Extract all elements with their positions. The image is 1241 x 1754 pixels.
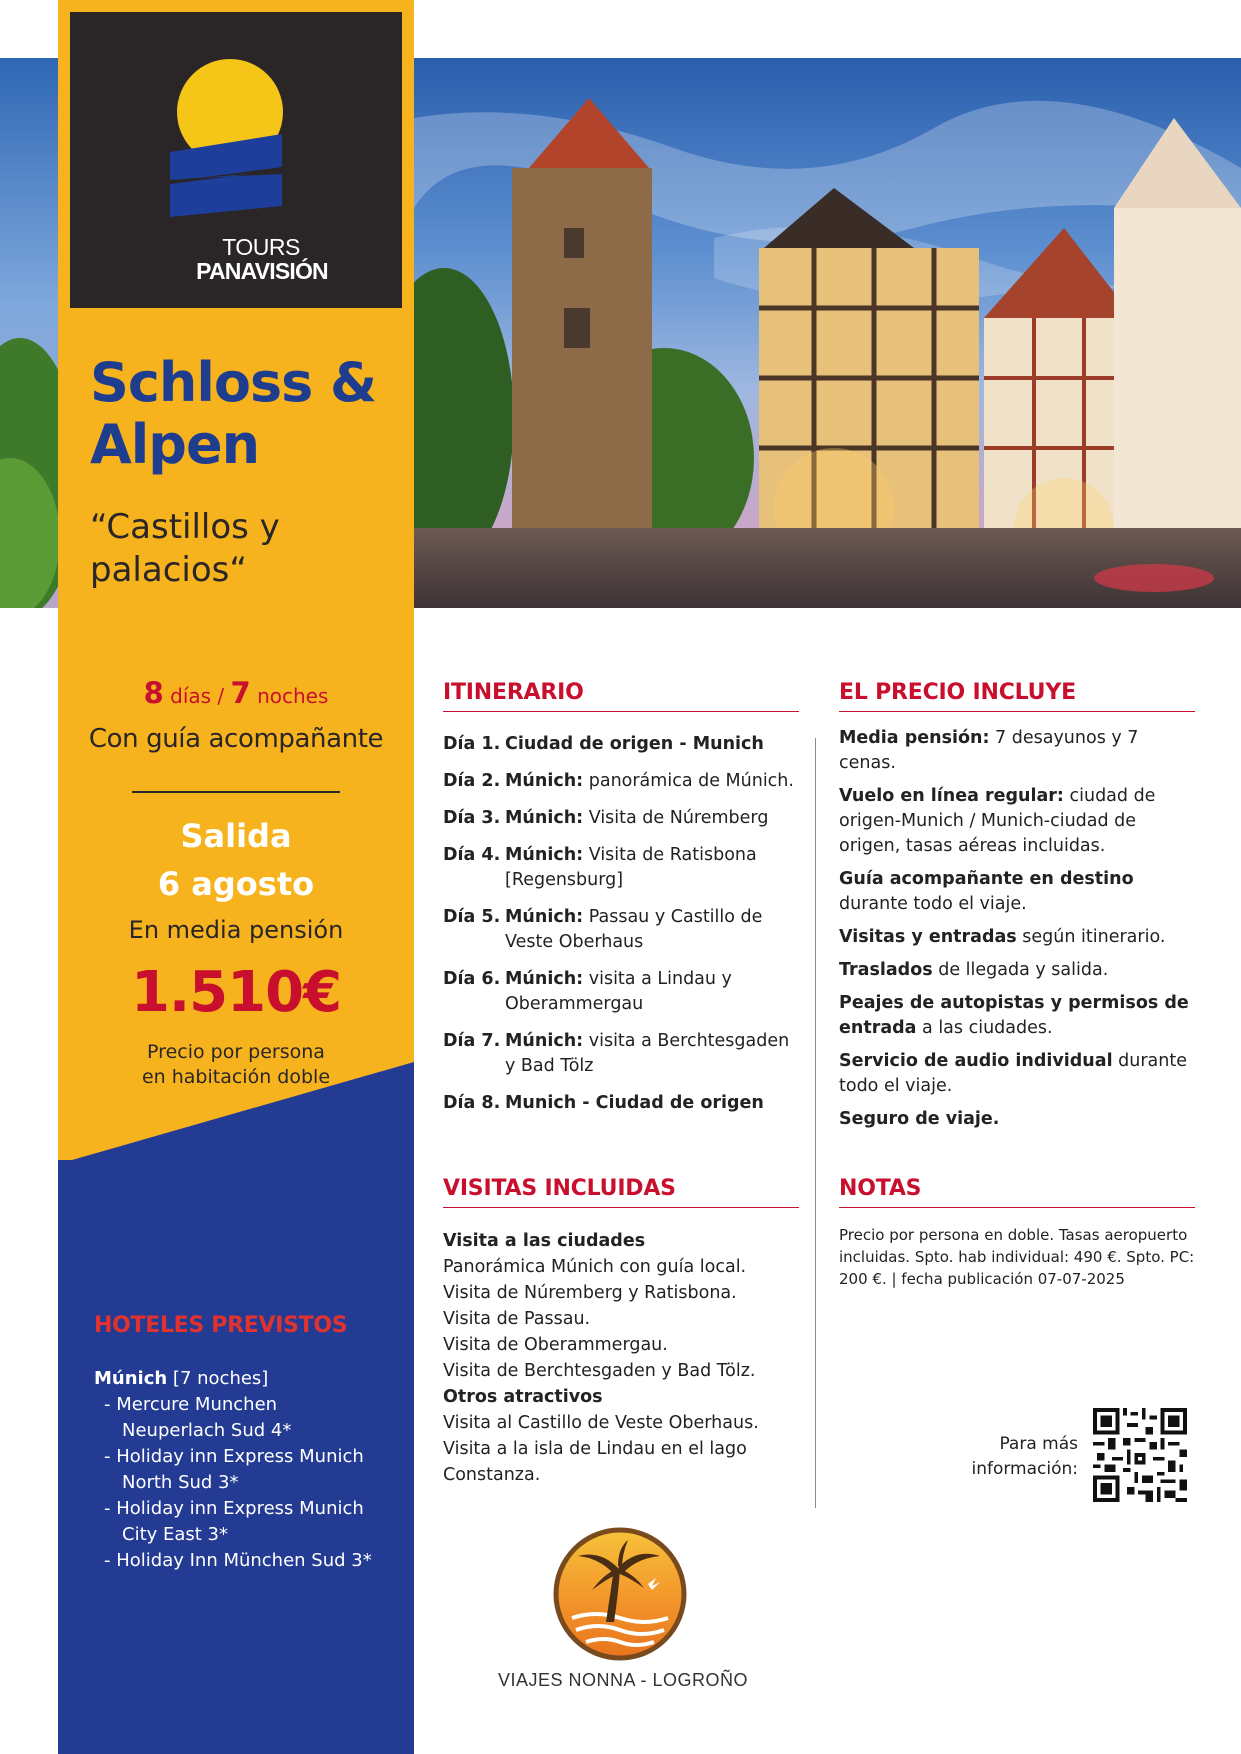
brand-line2: PANAVISIÓN xyxy=(196,258,328,284)
include-detail: a las ciudades. xyxy=(916,1018,1053,1038)
day-text xyxy=(505,843,803,893)
separator xyxy=(132,791,340,793)
day-text xyxy=(505,905,803,955)
left-column xyxy=(58,0,414,1754)
include-item xyxy=(839,991,1199,1041)
day-number: Día 6. xyxy=(443,969,501,989)
palm-tree-logo-icon xyxy=(552,1526,688,1662)
day-number: Día 5. xyxy=(443,907,501,927)
notes-heading: NOTAS xyxy=(839,1176,1195,1208)
departure-label: Salida xyxy=(180,817,292,855)
nights-number: 7 xyxy=(230,676,251,710)
board-type: En media pensión xyxy=(128,916,344,944)
include-detail: durante todo el viaje. xyxy=(839,894,1027,914)
day-detail: visita a Lindau y Oberammergau xyxy=(505,969,732,1014)
qr-label xyxy=(940,1432,1078,1482)
visit-item: Visita de Núremberg y Ratisbona. xyxy=(443,1283,737,1303)
visit-item: Visita a la isla de Lindau en el lago Constanza. xyxy=(443,1439,747,1485)
include-title: Seguro de viaje. xyxy=(839,1109,1000,1129)
include-item xyxy=(839,1107,1199,1132)
day-number: Día 1. xyxy=(443,734,501,754)
day-title: Munich - Ciudad de origen xyxy=(505,1093,764,1113)
include-item xyxy=(839,925,1199,950)
departure xyxy=(58,812,414,908)
hotel-item-cont: Neuperlach Sud 4* xyxy=(122,1420,292,1441)
itinerary-day xyxy=(443,1029,803,1079)
price-note-line2: en habitación doble xyxy=(141,1066,331,1088)
itinerary-day xyxy=(443,1091,803,1116)
visit-item: Visita de Passau. xyxy=(443,1309,591,1329)
day-number: Día 4. xyxy=(443,845,501,865)
day-text xyxy=(505,1091,764,1116)
hotels-city-nights: [7 noches] xyxy=(167,1368,269,1389)
itinerary-list xyxy=(443,732,803,1128)
day-text xyxy=(505,806,768,831)
include-title: Vuelo en línea regular: xyxy=(839,786,1064,806)
day-title: Múnich: xyxy=(505,845,584,865)
trip-subtitle xyxy=(90,506,410,592)
day-detail: Passau y Castillo de Veste Oberhaus xyxy=(505,907,763,952)
day-title: Múnich: xyxy=(505,907,584,927)
agency-name: VIAJES NONNA - LOGROÑO xyxy=(497,1670,749,1690)
notes-text: Precio por persona en doble. Tasas aeropuerto incluidas. Spto. hab individual: 490 €. Spto. PC: 200 €. | fecha publicación 07-07-2025 xyxy=(839,1226,1195,1288)
trip-subtitle-line2: palacios“ xyxy=(90,550,247,590)
price-note xyxy=(58,1040,414,1090)
include-item xyxy=(839,1049,1199,1099)
day-number: Día 8. xyxy=(443,1093,501,1113)
day-title: Múnich: xyxy=(505,1031,584,1051)
include-item xyxy=(839,726,1199,776)
day-title: Múnich: xyxy=(505,808,584,828)
departure-date: 6 agosto xyxy=(157,865,315,903)
day-detail: Visita de Núremberg xyxy=(583,808,769,828)
day-title: Múnich: xyxy=(505,771,584,791)
visits-heading: VISITAS INCLUIDAS xyxy=(443,1176,799,1208)
day-text xyxy=(505,732,764,757)
visit-item: Visita de Berchtesgaden y Bad Tölz. xyxy=(443,1361,756,1381)
include-detail: 7 desayunos y 7 cenas. xyxy=(839,728,1139,773)
hotel-item: - Holiday inn Express Munich xyxy=(104,1498,364,1519)
day-number: Día 7. xyxy=(443,1031,501,1051)
hero-photo-nuremberg xyxy=(414,58,1241,608)
qr-label-line1: Para más xyxy=(999,1434,1078,1454)
hotels-city-name: Múnich xyxy=(94,1368,168,1389)
itinerary-day xyxy=(443,806,803,831)
includes-list xyxy=(839,726,1199,1140)
day-text xyxy=(505,769,794,794)
visits-list xyxy=(443,1228,803,1488)
hotel-item: - Holiday inn Express Munich xyxy=(104,1446,364,1467)
itinerary-day xyxy=(443,769,803,794)
day-number: Día 3. xyxy=(443,808,501,828)
price: 1.510€ xyxy=(130,960,342,1025)
price-note-line1: Precio por persona xyxy=(147,1041,325,1063)
include-title: Peajes de autopistas y permisos de entrada xyxy=(839,993,1189,1038)
includes-heading: EL PRECIO INCLUYE xyxy=(839,680,1195,712)
nights-word: noches xyxy=(257,684,329,708)
day-detail: visita a Berchtesgaden y Bad Tölz xyxy=(505,1031,790,1076)
days-word: días / xyxy=(170,684,225,708)
include-title: Media pensión: xyxy=(839,728,990,748)
include-title: Traslados xyxy=(839,960,933,980)
visits-group-title: Otros atractivos xyxy=(443,1387,603,1407)
qr-code-icon[interactable] xyxy=(1093,1408,1187,1502)
brand-logo xyxy=(70,12,402,308)
day-detail: panorámica de Múnich. xyxy=(583,771,794,791)
hotel-item-cont: City East 3* xyxy=(122,1524,229,1545)
day-text xyxy=(505,1029,803,1079)
hotel-item: - Holiday Inn München Sud 3* xyxy=(104,1550,372,1571)
qr-label-line2: información: xyxy=(971,1459,1078,1479)
trip-duration xyxy=(58,676,414,710)
guide-text: Con guía acompañante xyxy=(88,724,384,754)
day-title: Ciudad de origen - Munich xyxy=(505,734,764,754)
itinerary-day xyxy=(443,967,803,1017)
include-item xyxy=(839,958,1199,983)
hotels-city xyxy=(94,1366,412,1392)
visit-item: Visita al Castillo de Veste Oberhaus. xyxy=(443,1413,759,1433)
days-number: 8 xyxy=(143,676,164,710)
include-detail: según itinerario. xyxy=(1016,927,1166,947)
include-title: Visitas y entradas xyxy=(839,927,1017,947)
itinerary-heading: ITINERARIO xyxy=(443,680,799,712)
day-detail: Visita de Ratisbona [Regensburg] xyxy=(505,845,757,890)
day-text xyxy=(505,967,803,1017)
include-detail: ciudad de origen-Munich / Munich-ciudad de origen, tasas aéreas incluidas. xyxy=(839,786,1156,856)
itinerary-day xyxy=(443,732,803,757)
itinerary-day xyxy=(443,905,803,955)
trip-subtitle-line1: “Castillos y xyxy=(90,507,280,547)
day-number: Día 2. xyxy=(443,771,501,791)
hotels-heading: HOTELES PREVISTOS xyxy=(94,1313,348,1338)
trip-title-line1: Schloss & xyxy=(90,351,377,414)
include-detail: de llegada y salida. xyxy=(932,960,1109,980)
hero-photo-left-strip xyxy=(0,58,58,608)
include-title: Guía acompañante en destino xyxy=(839,869,1134,889)
trip-title-line2: Alpen xyxy=(90,413,260,476)
hotel-item: - Mercure Munchen xyxy=(104,1394,278,1415)
include-item xyxy=(839,867,1199,917)
include-detail: durante todo el viaje. xyxy=(839,1051,1187,1096)
column-divider xyxy=(815,738,816,1508)
hotels-list xyxy=(94,1366,412,1574)
itinerary-day xyxy=(443,843,803,893)
include-item xyxy=(839,784,1199,859)
visits-group-title: Visita a las ciudades xyxy=(443,1231,646,1251)
visit-item: Visita de Oberammergau. xyxy=(443,1335,668,1355)
brand-line1: TOURS xyxy=(222,234,300,260)
trip-title xyxy=(90,352,410,476)
visit-item: Panorámica Múnich con guía local. xyxy=(443,1257,747,1277)
include-title: Servicio de audio individual xyxy=(839,1051,1113,1071)
hotel-item-cont: North Sud 3* xyxy=(122,1472,239,1493)
day-title: Múnich: xyxy=(505,969,584,989)
